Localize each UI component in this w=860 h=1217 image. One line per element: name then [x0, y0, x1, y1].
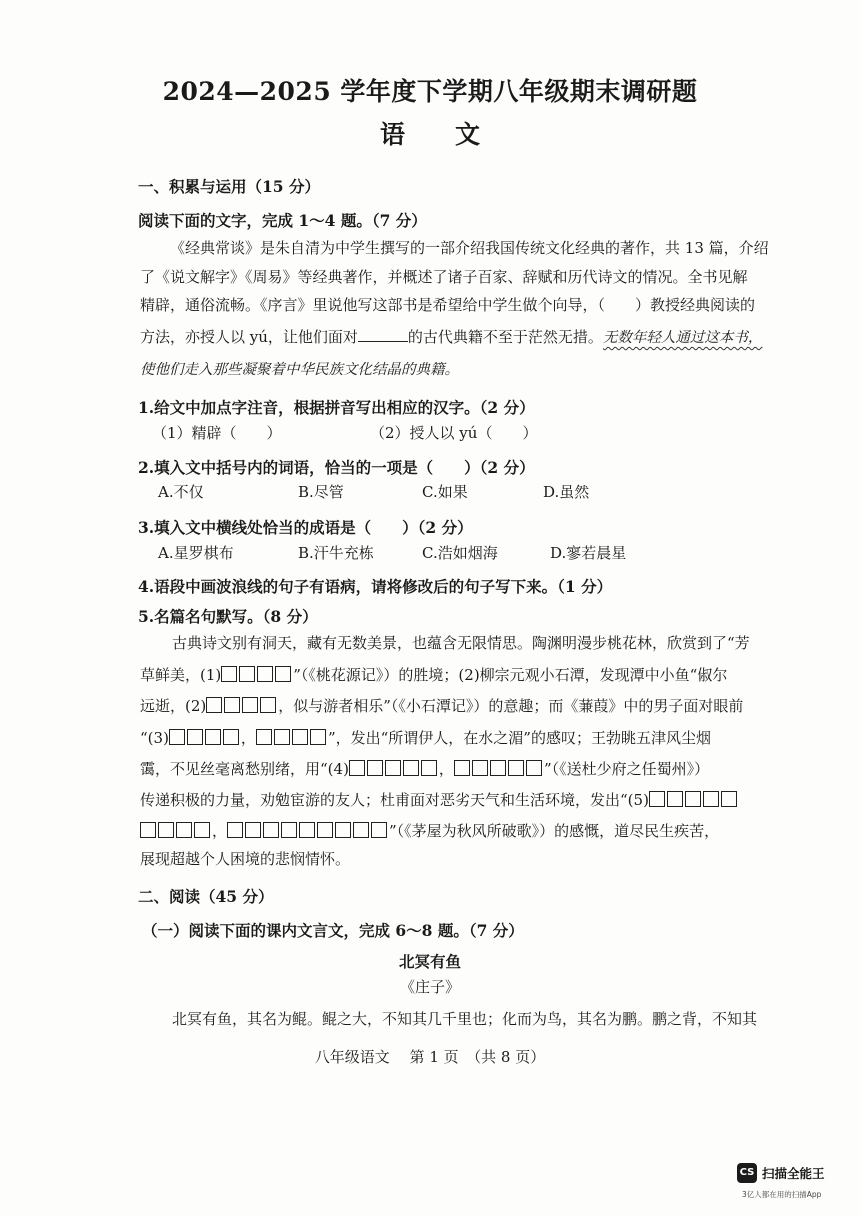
answer-box [526, 760, 542, 776]
answer-box [472, 760, 488, 776]
answer-box [403, 760, 419, 776]
q5-line-6-start: 传递积极的力量，劝勉宦游的友人；杜甫面对恶劣天气和生活环境，发出“(5) [140, 791, 649, 809]
watermark-name: 扫描全能王 [762, 1166, 825, 1181]
answer-box [508, 760, 524, 776]
answer-box [158, 822, 174, 838]
q5-line-7 [140, 822, 719, 839]
passage-line-4-start: 方法，亦授人以 yú，让他们面对 [140, 328, 358, 346]
answer-box [176, 822, 192, 838]
wavy-sentence-part2: 使他们走入那些凝聚着中华民族文化结晶的典籍。 [140, 362, 459, 378]
answer-box [223, 729, 239, 745]
q5-line-4 [140, 729, 711, 746]
q5-line-7-end: ”（《茅屋为秋风所破歌》）的感慨，道尽民生疾苦， [389, 822, 720, 840]
answer-box [649, 791, 665, 807]
answer-box [667, 791, 683, 807]
passage-line-1: 《经典常谈》是朱自清为中学生撰写的一部介绍我国传统文化经典的著作，共 13 篇，介绍 [170, 239, 769, 257]
answer-box [703, 791, 719, 807]
q5-line-3-end: ，似与游者相乐”（《小石潭记》）的意趣；而《蒹葭》中的男子面对眼前 [278, 697, 744, 715]
answer-box [292, 729, 308, 745]
answer-box [224, 697, 240, 713]
watermark-tagline: 3亿人都在用的扫描App [742, 1190, 822, 1199]
q5-line-4-end: ”，发出“所谓伊人，在水之湄”的感叹；王勃眺五津风尘烟 [327, 729, 711, 747]
answer-box [206, 697, 222, 713]
text-title: 北冥有鱼 [398, 952, 461, 971]
answer-box [421, 760, 437, 776]
q2-option-b: B.尽管 [298, 483, 344, 501]
reading-subsection: （一）阅读下面的课内文言文，完成 6～8 题。（7 分） [142, 921, 524, 940]
passage-line-2: 了《说文解字》《周易》等经典著作，并概述了诸子百家、辞赋和历代诗文的情况。全书见解 [140, 268, 748, 286]
passage-line-3: 精辟，通俗流畅。《序言》里说他写这部书是希望给中学生做个向导，（ ）教授经典阅读的 [140, 296, 756, 314]
question-2: 2.填入文中括号内的词语，恰当的一项是（ ）（2 分） [138, 458, 535, 477]
question-4: 4.语段中画波浪线的句子有语病，请将修改后的句子写下来。（1 分） [138, 577, 613, 596]
answer-box [335, 822, 351, 838]
q2-option-d: D.虽然 [543, 483, 590, 501]
answer-box [194, 822, 210, 838]
answer-box [353, 822, 369, 838]
answer-box [260, 697, 276, 713]
q3-option-a: A.星罗棋布 [158, 544, 234, 562]
q5-line-2 [140, 666, 727, 683]
answer-box [685, 791, 701, 807]
answer-box [721, 791, 737, 807]
answer-box [263, 822, 279, 838]
q3-option-c: C.浩如烟海 [422, 544, 498, 562]
q2-option-c: C.如果 [422, 483, 468, 501]
answer-box [242, 697, 258, 713]
question-3: 3.填入文中横线处恰当的成语是（ ）（2 分） [138, 518, 473, 537]
q5-line-5-comma: ， [438, 760, 454, 778]
q5-line-2-start: 草鲜美，(1) [140, 666, 222, 684]
q5-line-5 [140, 760, 709, 777]
q5-line-3-start: 远逝，(2) [140, 697, 207, 715]
answer-box [274, 729, 290, 745]
passage-line-4 [140, 329, 762, 346]
q5-line-2-end: ”（《桃花源记》）的胜境；(2)柳宗元观小石潭，发现潭中小鱼“俶尔 [293, 666, 728, 684]
q2-option-a: A.不仅 [158, 483, 204, 501]
answer-box [187, 729, 203, 745]
passage-line-4-mid: 的古代典籍不至于茫然无措。 [407, 328, 603, 346]
question-1-a: （1）精辟（ ） [152, 424, 282, 442]
answer-box [257, 666, 273, 682]
answer-box [371, 822, 387, 838]
answer-box [317, 822, 333, 838]
q5-line-5-end: ”（《送杜少府之任蜀州》） [543, 760, 710, 778]
answer-box [349, 760, 365, 776]
answer-box [454, 760, 470, 776]
exam-subject: 语 文 [379, 120, 480, 149]
answer-box [299, 822, 315, 838]
text-author: 《庄子》 [399, 978, 460, 996]
answer-box [310, 729, 326, 745]
q5-line-7-comma: ， [212, 822, 228, 840]
question-1-b: （2）授人以 yú（ ） [370, 424, 538, 442]
q5-line-8: 展现超越个人困境的悲悯情怀。 [140, 850, 351, 868]
q3-option-b: B.汗牛充栋 [298, 544, 374, 562]
q5-line-6 [140, 791, 739, 808]
answer-box [385, 760, 401, 776]
answer-box [205, 729, 221, 745]
camscanner-logo-icon: CS [737, 1163, 757, 1183]
fill-blank-line [358, 329, 408, 342]
q5-line-4-comma: ， [240, 729, 256, 747]
answer-box [490, 760, 506, 776]
question-1: 1.给文中加点字注音，根据拼音写出相应的汉字。（2 分） [138, 398, 535, 417]
answer-box [239, 666, 255, 682]
q5-line-1: 古典诗文别有洞天，藏有无数美景，也蕴含无限情思。陶渊明漫步桃花林，欣赏到了“芳 [172, 634, 750, 652]
answer-box [227, 822, 243, 838]
section-heading-2: 二、阅读（45 分） [138, 887, 274, 906]
answer-box [281, 822, 297, 838]
answer-box [367, 760, 383, 776]
q3-option-d: D.寥若晨星 [550, 544, 627, 562]
q5-line-3 [140, 697, 743, 714]
section-heading-1: 一、积累与运用（15 分） [138, 177, 320, 196]
reading-instruction: 阅读下面的文字，完成 1～4 题。（7 分） [138, 211, 427, 230]
answer-box [169, 729, 185, 745]
q5-line-4-start: “(3) [140, 729, 169, 747]
page-footer: 八年级语文 第 1 页 （共 8 页） [314, 1048, 546, 1066]
answer-box [245, 822, 261, 838]
question-5: 5.名篇名句默写。（8 分） [138, 607, 318, 626]
answer-box [140, 822, 156, 838]
answer-box [256, 729, 272, 745]
answer-box [275, 666, 291, 682]
exam-title: 2024—2025 学年度下学期八年级期末调研题 [162, 77, 698, 106]
wavy-sentence-part1: 无数年轻人通过这本书， [602, 330, 763, 346]
q5-line-5-start: 霭，不见丝毫离愁别绪，用“(4) [140, 760, 349, 778]
classical-text-line-1: 北冥有鱼，其名为鲲。鲲之大，不知其几千里也；化而为鸟，其名为鹏。鹏之背，不知其 [172, 1010, 758, 1028]
answer-box [221, 666, 237, 682]
